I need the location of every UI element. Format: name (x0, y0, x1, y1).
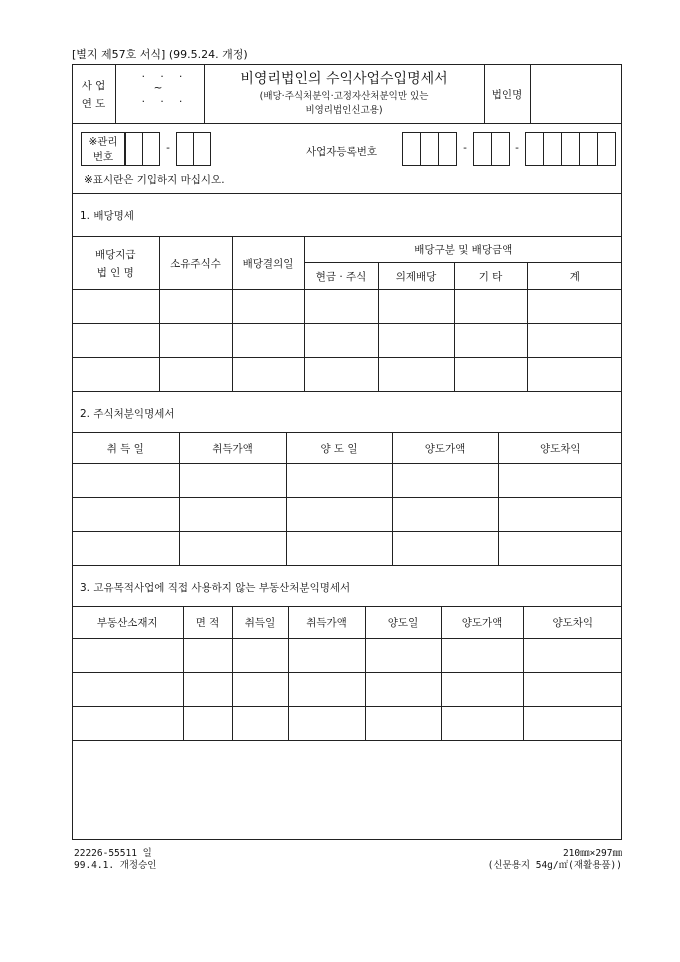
section3-title: 3. 고유목적사업에 직접 사용하지 않는 부동산처분익명세서 (80, 582, 351, 594)
biz-reg-label: 사업자등록번호 (306, 146, 378, 158)
mgmt-digit-box[interactable] (125, 132, 143, 166)
mgmt-notice: ※표시란은 기입하지 마십시오. (84, 174, 225, 186)
table-row (72, 324, 622, 358)
table-row (72, 464, 622, 498)
biz-reg-dash: - (515, 142, 519, 154)
biz-reg-digit-box[interactable] (579, 132, 598, 166)
biz-reg-digit-box[interactable] (438, 132, 457, 166)
biz-reg-digit-box[interactable] (491, 132, 510, 166)
col-payer (72, 237, 159, 290)
real-estate-disposal-table (72, 606, 622, 741)
footer-paper-size: 210㎜×297㎜ (562, 848, 622, 859)
business-year-label-2: 연 도 (81, 98, 106, 110)
corp-name-field[interactable] (531, 65, 621, 122)
footer-code: 22226-55511 일 (74, 848, 152, 859)
sub-other: 기 타 (454, 263, 527, 290)
mgmt-label-1: ※관리 (88, 136, 118, 148)
corp-name-label: 법인명 (491, 89, 523, 101)
table-row (72, 532, 622, 566)
col-acquire-date: 취 득 일 (72, 433, 179, 464)
table-row (72, 639, 622, 673)
sub-deemed: 의제배당 (378, 263, 454, 290)
table-row (72, 707, 622, 741)
mgmt-digit-box[interactable] (176, 132, 194, 166)
form-subtitle-2: 비영리법인신고용) (305, 105, 383, 116)
table-row (72, 498, 622, 532)
dividend-table (72, 236, 622, 392)
col-transfer-gain: 양도차익 (523, 607, 622, 639)
col-transfer-date: 양 도 일 (286, 433, 392, 464)
col-acquire-date: 취득일 (232, 607, 288, 639)
mgmt-label-2: 번호 (92, 151, 114, 163)
col-transfer-date: 양도일 (365, 607, 441, 639)
form-label: [별지 제57호 서식] (99.5.24. 개정) (72, 48, 248, 61)
biz-reg-digit-box[interactable] (597, 132, 616, 166)
col-dividend-group: 배당구분 및 배당금액 (304, 237, 622, 263)
col-transfer-price: 양도가액 (441, 607, 523, 639)
year-tilde: ~ (153, 82, 163, 94)
biz-reg-digit-box[interactable] (420, 132, 439, 166)
biz-reg-digit-box[interactable] (473, 132, 492, 166)
biz-reg-dash: - (463, 142, 467, 154)
col-location: 부동산소재지 (72, 607, 183, 639)
col-acquire-price: 취득가액 (179, 433, 286, 464)
section2-title: 2. 주식처분익명세서 (80, 408, 175, 420)
biz-reg-digit-box[interactable] (543, 132, 562, 166)
stock-disposal-table (72, 432, 622, 566)
col-resolution-date: 배당결의일 (232, 237, 304, 290)
col-shares: 소유주식수 (159, 237, 232, 290)
section1-title: 1. 배당명세 (80, 210, 134, 222)
sub-cash-stock: 현금 · 주식 (304, 263, 378, 290)
col-payer-2: 법 인 명 (96, 266, 134, 279)
col-acquire-price: 취득가액 (288, 607, 365, 639)
mgmt-digit-box[interactable] (142, 132, 160, 166)
form-subtitle-1: (배당·주식처분익·고정자산처분익만 있는 (259, 91, 429, 102)
table-row (72, 358, 622, 392)
table-row (72, 290, 622, 324)
footer-paper-type: (신문용지 54g/㎡(재활용품)) (487, 860, 622, 871)
mgmt-dash: - (166, 142, 170, 154)
biz-reg-digit-box[interactable] (525, 132, 544, 166)
mgmt-digit-box[interactable] (193, 132, 211, 166)
form-title: 비영리법인의 수익사업수입명세서 (240, 71, 448, 87)
col-transfer-gain: 양도차익 (498, 433, 622, 464)
sub-total: 계 (527, 263, 622, 290)
year-end-dots: · · · (141, 96, 189, 108)
col-area: 면 적 (183, 607, 232, 639)
col-payer-1: 배당지급 (94, 248, 136, 261)
business-year-label-1: 사 업 (81, 80, 106, 92)
year-start-dots: · · · (141, 71, 189, 83)
table-row (72, 673, 622, 707)
footer-approval: 99.4.1. 개정승인 (74, 860, 157, 871)
biz-reg-digit-box[interactable] (561, 132, 580, 166)
col-transfer-price: 양도가액 (392, 433, 498, 464)
biz-reg-digit-box[interactable] (402, 132, 421, 166)
